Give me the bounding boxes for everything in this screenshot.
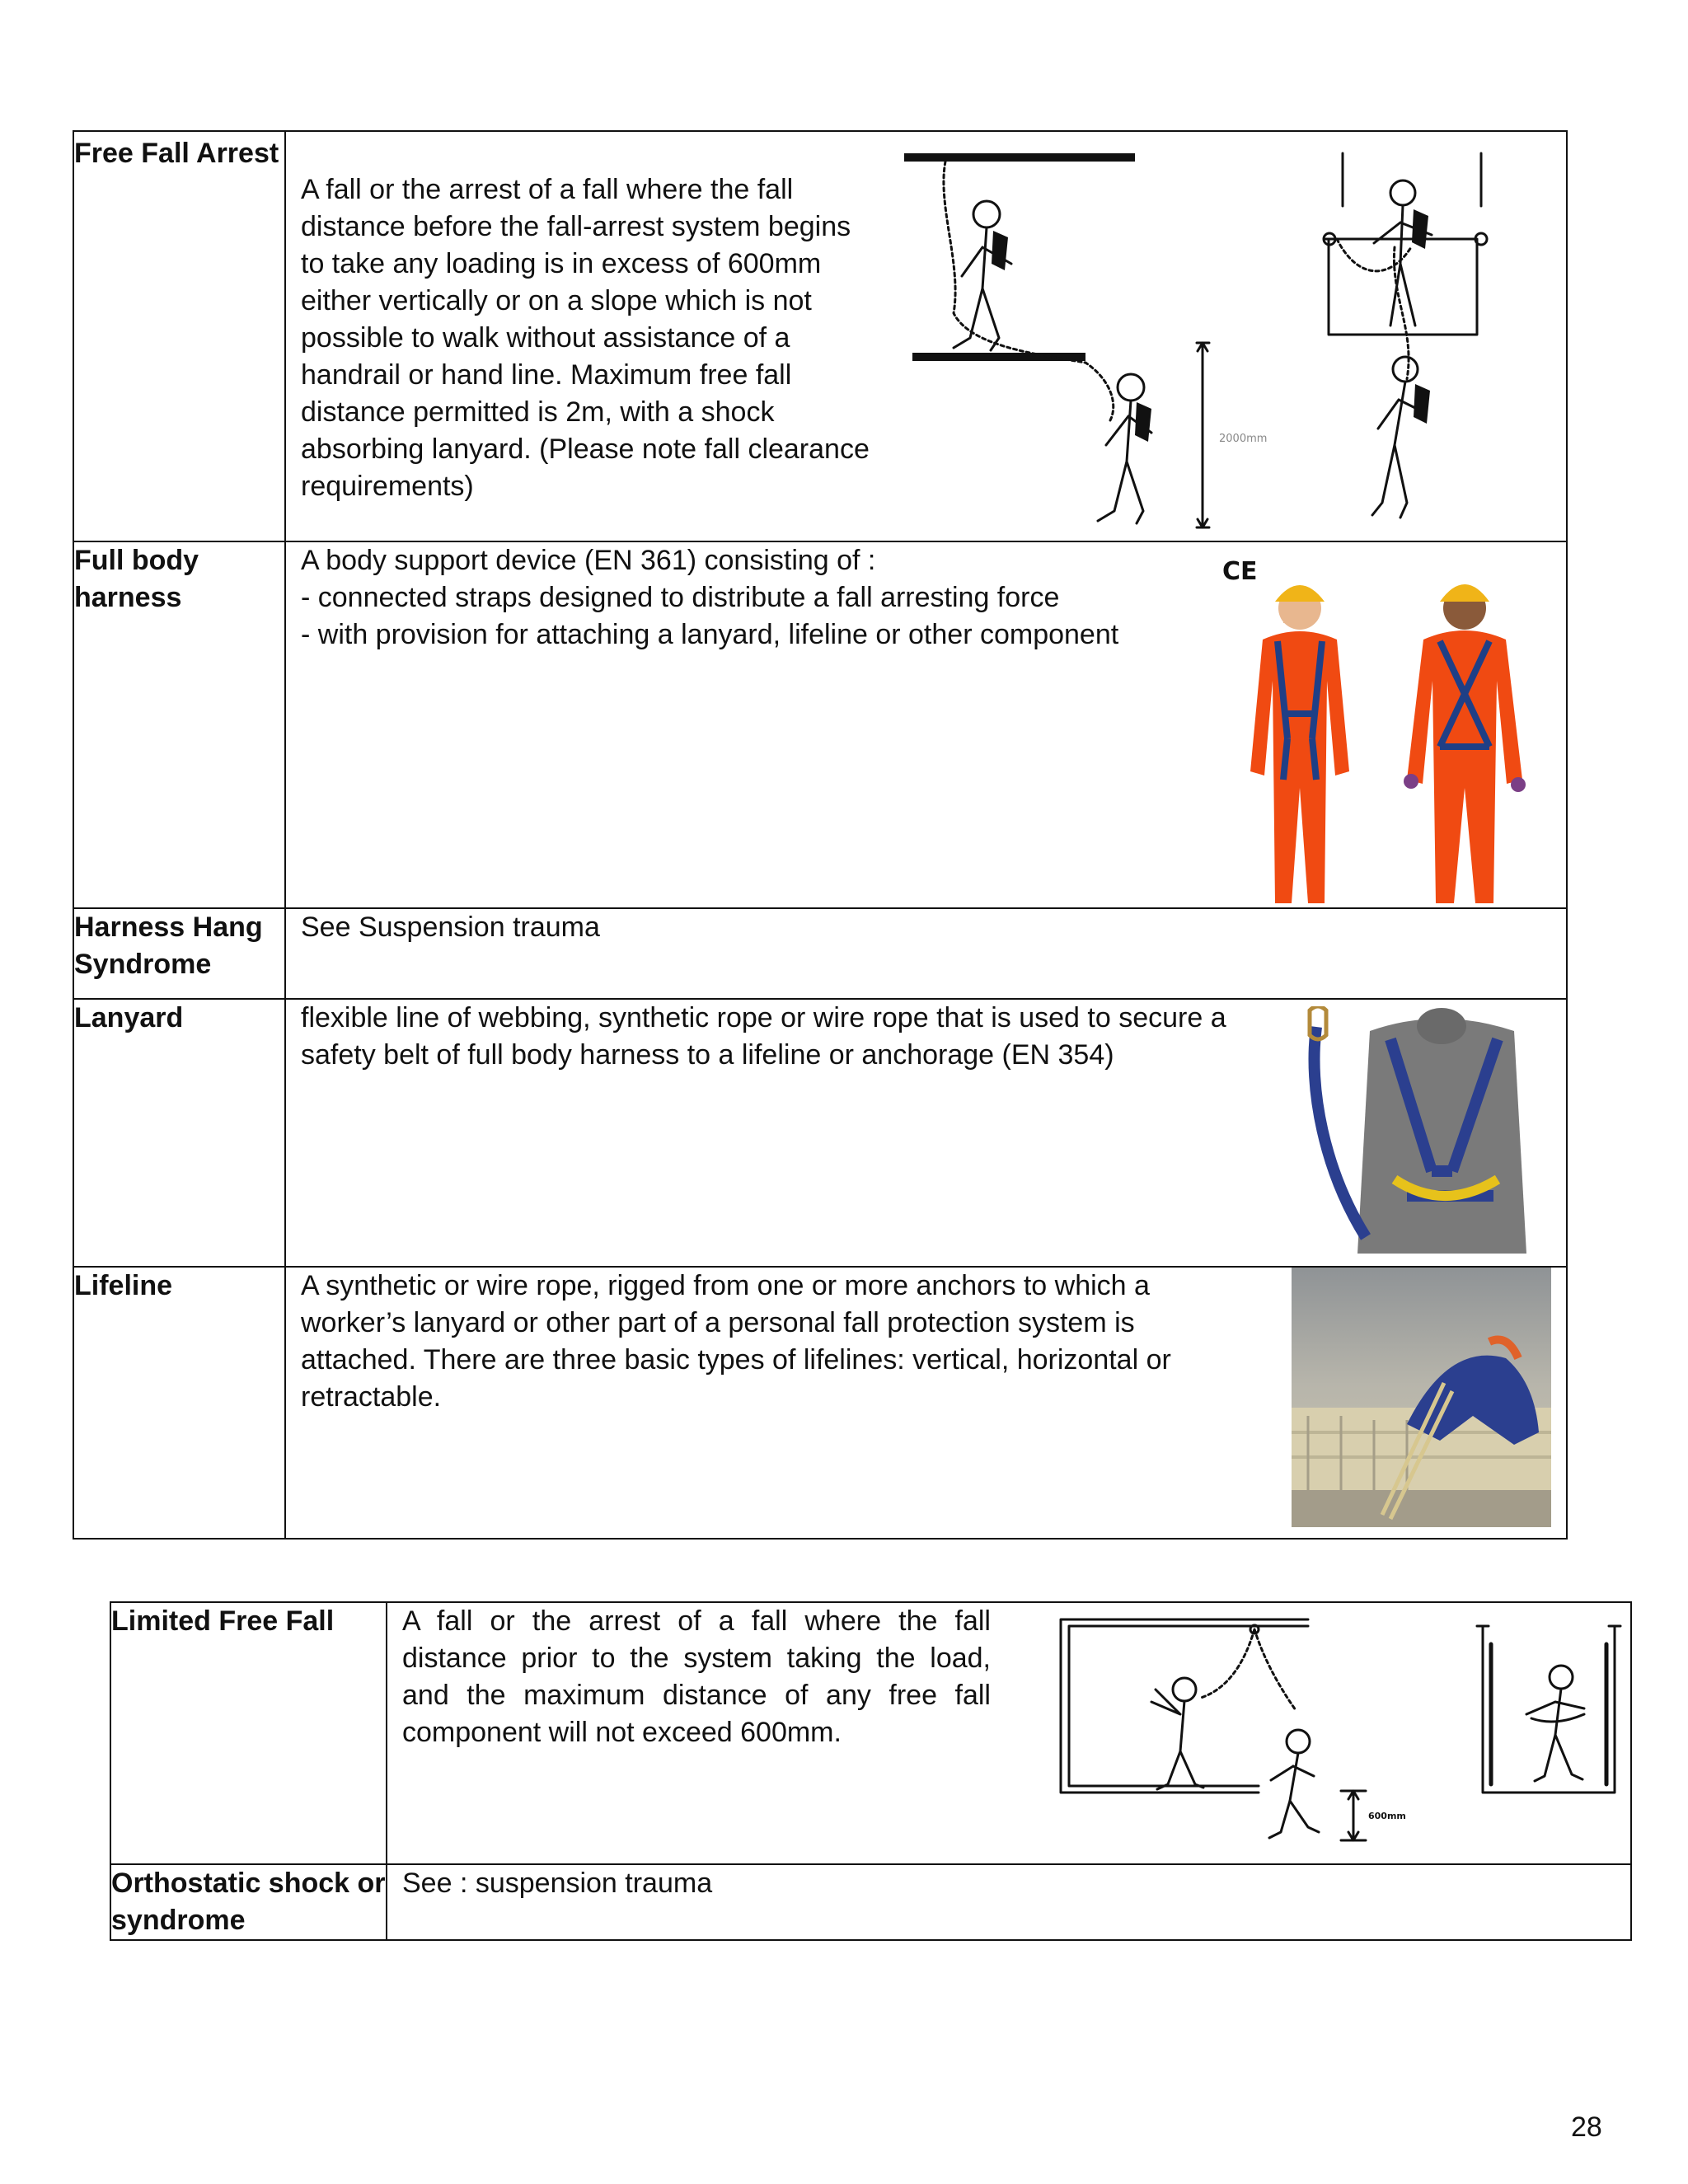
table-row: [73, 999, 1567, 1267]
table-row: [73, 908, 1567, 999]
term-cell: [73, 1267, 285, 1539]
definition-cell: [387, 1864, 1631, 1940]
term-free-fall-arrest: Free Fall Arrest: [74, 138, 279, 169]
term-lifeline: Lifeline: [74, 1270, 173, 1301]
definition-text: A synthetic or wire rope, rigged from one or more anchors to which a worker’s lanyard or other part of a personal fall protection system is attached. There are three basic types of lifelines: vertical, horizontal or retractable.: [301, 1270, 1171, 1413]
term-limited-free-fall: Limited Free Fall: [111, 1605, 335, 1637]
table-row: [73, 131, 1567, 541]
definition-text: A fall or the arrest of a fall where the fall distance prior to the system taking the load, and the maximum distance of any free fall component will not exceed 600mm.: [402, 1605, 991, 1748]
definition-cell: [285, 1267, 1567, 1539]
free-fall-arrest-illustration: [896, 140, 1572, 536]
term-lanyard: Lanyard: [74, 1002, 184, 1033]
definition-text: See : suspension trauma: [402, 1868, 713, 1899]
term-cell: [73, 541, 285, 908]
term-cell: [73, 908, 285, 999]
lanyard-photo: [1292, 1006, 1539, 1258]
table-row: [110, 1864, 1631, 1940]
limited-free-fall-illustration: [1057, 1611, 1625, 1858]
definition-cell: [285, 541, 1567, 908]
page-number: 28: [1571, 2111, 1602, 2143]
term-cell: [110, 1864, 387, 1940]
definition-text: A fall or the arrest of a fall where the fall distance before the fall-arrest system begins to take any loading is in excess of 600mm either vertically or on a slope which is not possible to walk without assistance of a handrail or hand line. Maximum free fall distance permitted is 2m, with a shock absorbing lanyard. (Please note fall clearance requirements): [301, 174, 870, 502]
glossary-table-1: [73, 130, 1568, 1540]
definition-cell: [285, 999, 1567, 1267]
term-cell: [110, 1602, 387, 1864]
term-full-body-harness: Full body harness: [74, 545, 199, 613]
table-row: [73, 1267, 1567, 1539]
lifeline-photo: [1292, 1268, 1551, 1527]
term-orthostatic-shock: Orthostatic shock or syndrome: [111, 1868, 386, 1936]
term-harness-hang-syndrome: Harness Hang Syndrome: [74, 912, 263, 980]
definition-text: See Suspension trauma: [301, 912, 600, 943]
definition-cell: [387, 1602, 1631, 1864]
definition-cell: [285, 131, 1567, 541]
table-row: [73, 541, 1567, 908]
limited-fall-distance-label: 600mm: [1368, 1811, 1406, 1821]
full-body-harness-photo: [1238, 565, 1568, 903]
term-cell: [73, 999, 285, 1267]
definition-text: flexible line of webbing, synthetic rope or wire rope that is used to secure a safety belt of full body harness to a lifeline or anchorage (EN 354): [301, 1002, 1226, 1071]
fall-distance-label: 2000mm: [1219, 433, 1268, 445]
table-row: [110, 1602, 1631, 1864]
ce-mark: CE: [1222, 557, 1258, 586]
definition-text: A body support device (EN 361) consisting of : - connected straps designed to distribute a fall arresting force - with provision for attaching a lanyard, lifeline or other component: [301, 545, 1119, 650]
term-cell: [73, 131, 285, 541]
definition-cell: [285, 908, 1567, 999]
glossary-table-2: [110, 1601, 1632, 1941]
